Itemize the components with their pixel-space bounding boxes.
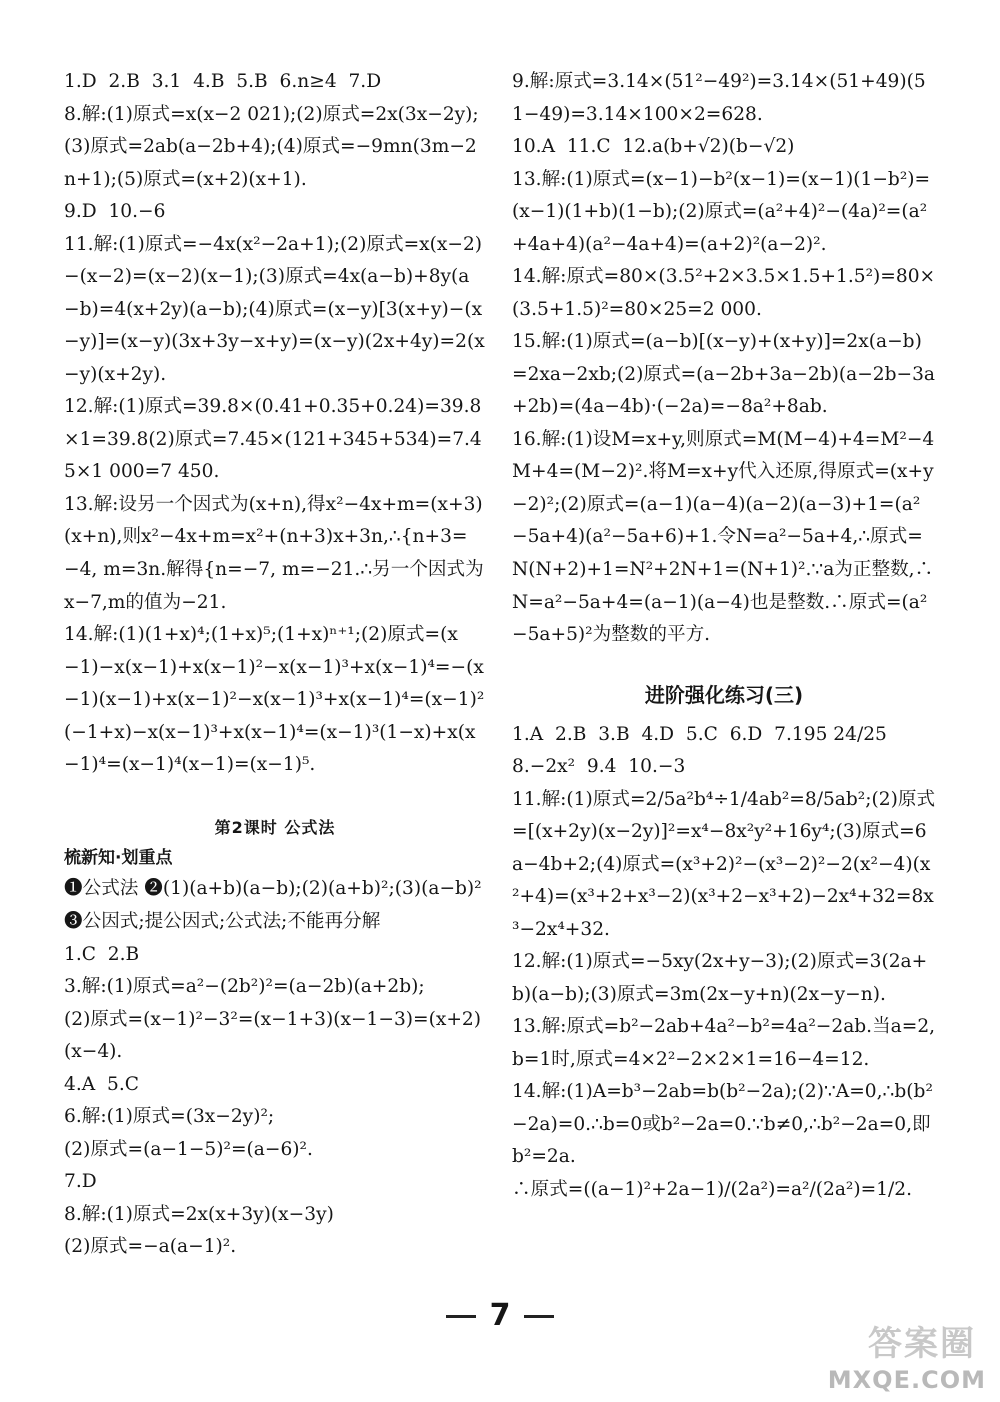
left-column bbox=[64, 66, 486, 1264]
page-dash-right bbox=[524, 1315, 554, 1318]
page-number-text: 7 bbox=[489, 1298, 511, 1333]
answer-line: ❶公式法 ❷(1)(a+b)(a−b);(2)(a+b)²;(3)(a−b)² ❸公因式;提公因式;公式法;不能再分解 bbox=[64, 878, 488, 932]
answer-line: 11.解:(1)原式=−4x(x²−2a+1);(2)原式=x(x−2)−(x−2)=(x−2)(x−1);(3)原式=4x(a−b)+8y(a−b)=4(x+2y)(a−b);(4)原式=(x−y)[3(x+y)−(x−y)]=(x−y)(3x+3y−x+y)=(x−y)(2x+4y)=2(x−y)(x+2y). bbox=[64, 233, 485, 385]
answer-line: 10.A 11.C 12.a(b+√2)(b−√2) bbox=[512, 136, 795, 158]
lesson-title: 第2课时 公式法 bbox=[214, 817, 336, 837]
answer-line: 7.D bbox=[64, 1171, 97, 1193]
answer-line: 14.解:原式=80×(3.5²+2×3.5×1.5+1.5²)=80×(3.5+1.5)²=80×25=2 000. bbox=[512, 266, 936, 320]
answer-line: 8.解:(1)原式=x(x−2 021);(2)原式=2x(3x−2y);(3)原式=2ab(a−2b+4);(4)原式=−9mn(3m−2n+1);(5)原式=(x+2)(x+1). bbox=[64, 103, 479, 190]
watermark-logo: 答案圈 bbox=[868, 1324, 976, 1364]
watermark-site: MXQE.COM bbox=[827, 1366, 986, 1394]
answer-line: 9.解:原式=3.14×(51²−49²)=3.14×(51+49)(51−49)=3.14×100×2=628. bbox=[512, 71, 926, 125]
answer-line: 8.解:(1)原式=2x(x+3y)(x−3y) bbox=[64, 1203, 334, 1225]
answer-line: 15.解:(1)原式=(a−b)[(x−y)+(x+y)]=2x(a−b)=2xa−2xb;(2)原式=(a−2b+3a−2b)(a−2b−3a+2b)=(4a−4b)·(−2a)=−8a²+8ab. bbox=[512, 331, 936, 418]
section-title: 进阶强化练习(三) bbox=[644, 682, 804, 707]
answer-line: 16.解:(1)设M=x+y,则原式=M(M−4)+4=M²−4M+4=(M−2)².将M=x+y代入还原,得原式=(x+y−2)²;(2)原式=(a−1)(a−4)(a−2)(a−3)+1=(a²−5a+4)(a²−5a+6)+1.令N=a²−5a+4,∴原式=N(N+2)+1=N²+2N+1=(N+1)².∵a为正整数,∴N=a²−5a+4=(a−1)(a−4)也是整数.∴原式=(a²−5a+5)²为整数的平方. bbox=[512, 428, 935, 646]
answer-line: 14.解:(1)(1+x)⁴;(1+x)⁵;(1+x)ⁿ⁺¹;(2)原式=(x−1)−x(x−1)+x(x−1)²−x(x−1)³+x(x−1)⁴=−(x−1)(x−1)+x(x−1)²−x(x−1)³+x(x−1)⁴=(x−1)²(−1+x)−x(x−1)³+x(x−1)⁴=(x−1)³(1−x)+x(x−1)⁴=(x−1)⁴(x−1)=(x−1)⁵. bbox=[64, 624, 485, 776]
answer-line: 14.解:(1)A=b³−2ab=b(b²−2a);(2)∵A=0,∴b(b²−2a)=0.∴b=0或b²−2a=0.∵b≠0,∴b²−2a=0,即b²=2a. bbox=[512, 1081, 933, 1168]
answer-line: 12.解:(1)原式=39.8×(0.41+0.35+0.24)=39.8×1=39.8(2)原式=7.45×(121+345+534)=7.45×1 000=7 450. bbox=[64, 396, 482, 483]
answer-line: 11.解:(1)原式=2/5a²b⁴÷1/4ab²=8/5ab²;(2)原式=[(x+2y)(x−2y)]²=x⁴−8x²y²+16y⁴;(3)原式=6a−4b+2;(4)原式=(x³+2)²−(x³−2)²−2(x²−4)(x²+4)=(x³+2+x³−2)(x³+2−x³+2)−2x⁴+32=8x³−2x⁴+32. bbox=[512, 788, 936, 940]
answer-line: (2)原式=(x−1)²−3²=(x−1+3)(x−1−3)=(x+2)(x−4). bbox=[64, 1008, 482, 1063]
answer-line: 4.A 5.C bbox=[64, 1073, 139, 1095]
answer-line: 1.D 2.B 3.1 4.B 5.B 6.n≥4 7.D bbox=[64, 71, 382, 92]
answer-line: 1.C 2.B bbox=[64, 943, 140, 965]
sub-title: 梳新知·划重点 bbox=[64, 847, 173, 868]
answer-line: 9.D 10.−6 bbox=[64, 201, 166, 223]
answer-line: 13.解:(1)原式=(x−1)−b²(x−1)=(x−1)(1−b²)=(x−1)(1+b)(1−b);(2)原式=(a²+4)²−(4a)²=(a²+4a+4)(a²−4a+4)=(a+2)²(a−2)². bbox=[512, 168, 931, 255]
right-column bbox=[512, 66, 936, 1207]
answer-line: 1.A 2.B 3.B 4.D 5.C 6.D 7.195 24/25 bbox=[512, 723, 887, 745]
page-dash-left bbox=[446, 1315, 476, 1318]
answer-line: 6.解:(1)原式=(3x−2y)²; bbox=[64, 1106, 275, 1128]
answer-line: 8.−2x² 9.4 10.−3 bbox=[512, 756, 686, 778]
answer-line: (2)原式=−a(a−1)². bbox=[64, 1236, 237, 1258]
answer-line: ∴原式=((a−1)²+2a−1)/(2a²)=a²/(2a²)=1/2. bbox=[512, 1179, 913, 1200]
answer-line: 13.解:原式=b²−2ab+4a²−b²=4a²−2ab.当a=2,b=1时,原式=4×2²−2×2×1=16−4=12. bbox=[512, 1016, 936, 1070]
spacer bbox=[512, 652, 936, 674]
answer-line: (2)原式=(a−1−5)²=(a−6)². bbox=[64, 1138, 313, 1160]
answer-line: 13.解:设另一个因式为(x+n),得x²−4x+m=(x+3)(x+n),则x²−4x+m=x²+(n+3)x+3n,∴{n+3=−4, m=3n.解得{n=−7, m=−21.∴另一个因式为x−7,m的值为−21. bbox=[64, 493, 484, 613]
spacer bbox=[64, 782, 486, 804]
watermark bbox=[810, 1316, 986, 1396]
answer-line: 12.解:(1)原式=−5xy(2x+y−3);(2)原式=3(2a+b)(a−b);(3)原式=3m(2x−y+n)(2x−y−n). bbox=[512, 951, 928, 1005]
answer-line: 3.解:(1)原式=a²−(2b²)²=(a−2b)(a+2b); bbox=[64, 976, 425, 998]
